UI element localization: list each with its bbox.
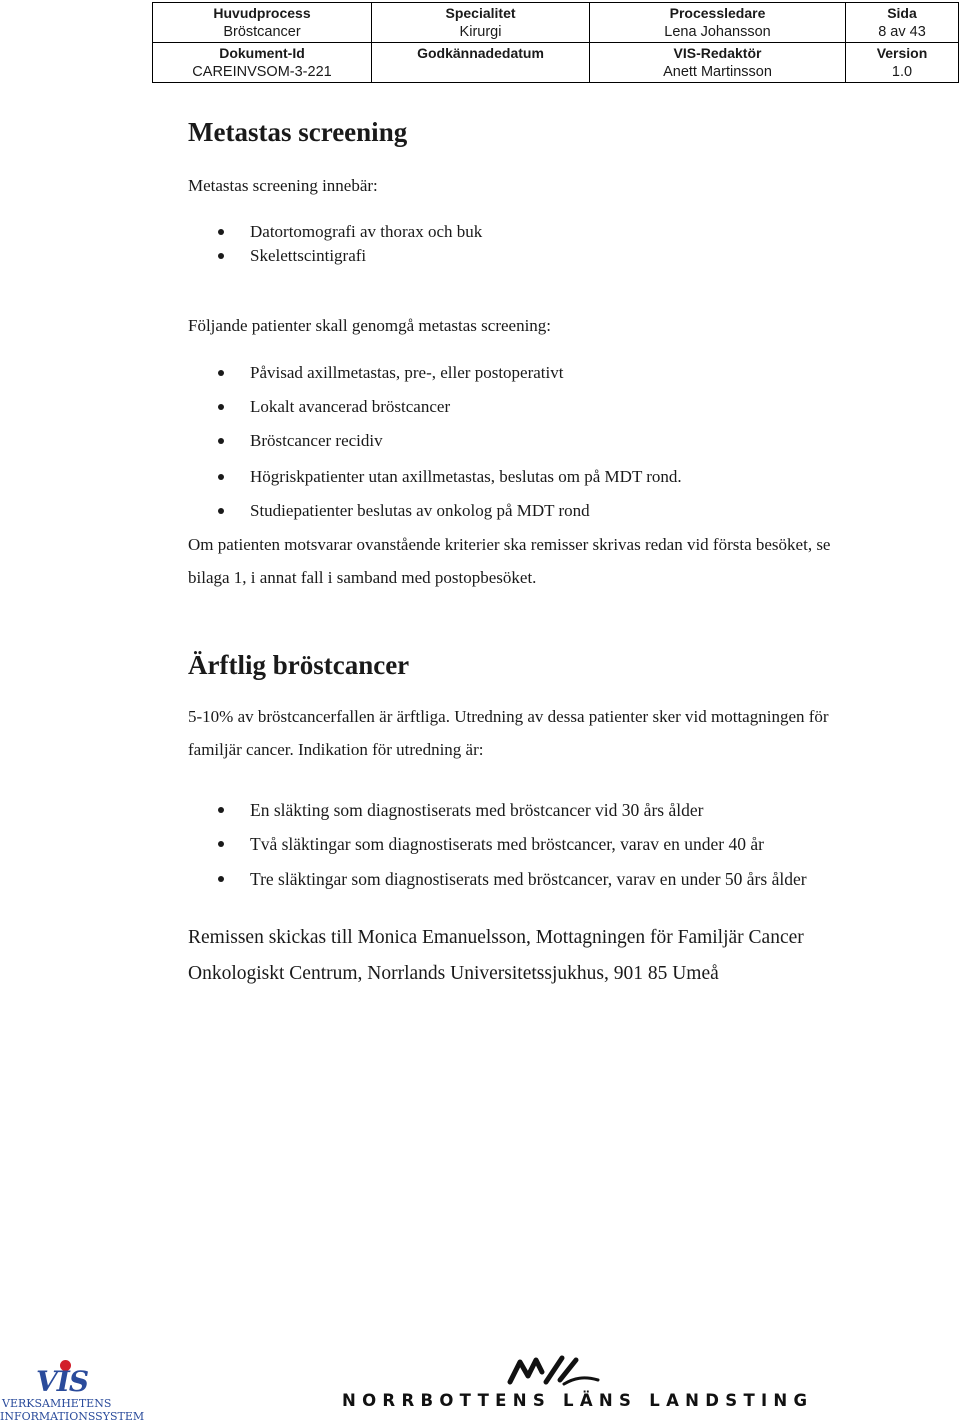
header-value: Lena Johansson bbox=[664, 24, 771, 40]
header-row-1 bbox=[153, 3, 959, 43]
bullet-icon bbox=[218, 474, 224, 480]
header-label: Processledare bbox=[669, 5, 766, 21]
header-cell-godkannadedatum bbox=[372, 43, 590, 83]
header-row-2 bbox=[153, 43, 959, 83]
list-item-text: Datortomografi av thorax och buk bbox=[250, 222, 483, 241]
header-value: 1.0 bbox=[891, 64, 913, 80]
header-cell-vis-redaktor bbox=[590, 43, 846, 83]
vis-logo-line-1: VERKSAMHETENS bbox=[2, 1397, 112, 1410]
hereditary-para-line-2: familjär cancer. Indikation för utredning är: bbox=[188, 740, 484, 759]
list-item-text: Högriskpatienter utan axillmetastas, beslutas om på MDT rond. bbox=[250, 467, 682, 486]
header-label: Godkännadedatum bbox=[417, 45, 544, 61]
header-value: Bröstcancer bbox=[223, 24, 301, 40]
header-label: Version bbox=[876, 45, 928, 61]
referral-line-1: Remissen skickas till Monica Emanuelsson, Mottagningen för Familjär Cancer bbox=[188, 927, 804, 948]
norrbotten-logo bbox=[340, 1352, 814, 1412]
bullet-icon bbox=[218, 404, 224, 410]
criteria-note-line-2: bilaga 1, i annat fall i samband med postopbesöket. bbox=[188, 568, 537, 587]
criteria-note-line-1: Om patienten motsvarar ovanstående kriterier ska remisser skrivas redan vid första besöket, se bbox=[188, 535, 831, 554]
list-item-text: Studiepatienter beslutas av onkolog på MDT rond bbox=[250, 501, 590, 520]
header-cell-version bbox=[846, 43, 959, 83]
norrbotten-logo-text: NORRBOTTENS LÄNS LANDSTING bbox=[342, 1391, 814, 1410]
referral-line-2: Onkologiskt Centrum, Norrlands Universitetssjukhus, 901 85 Umeå bbox=[188, 963, 719, 984]
list-item-text: Påvisad axillmetastas, pre-, eller postoperativt bbox=[250, 363, 564, 382]
bullet-icon bbox=[218, 438, 224, 444]
header-value: 8 av 43 bbox=[878, 24, 926, 40]
bullet-icon bbox=[218, 370, 224, 376]
document-header-table bbox=[152, 2, 959, 83]
header-label: VIS-Redaktör bbox=[673, 45, 762, 61]
section-intro: Metastas screening innebär: bbox=[188, 176, 378, 195]
list-item-text: Bröstcancer recidiv bbox=[250, 431, 383, 450]
norrbotten-emblem-icon bbox=[506, 1354, 606, 1388]
bullet-icon bbox=[218, 876, 224, 882]
list-item-text: Skelettscintigrafi bbox=[250, 246, 367, 265]
vis-logo-line-2: INFORMATIONSSYSTEM bbox=[0, 1410, 145, 1423]
header-label: Huvudprocess bbox=[213, 5, 311, 21]
header-cell-huvudprocess bbox=[153, 3, 372, 43]
bullet-icon bbox=[218, 229, 224, 235]
bullet-icon bbox=[218, 841, 224, 847]
list-item-text: Tre släktingar som diagnostiserats med bröstcancer, varav en under 50 års ålder bbox=[250, 869, 807, 889]
header-cell-processledare bbox=[590, 3, 846, 43]
header-cell-specialitet bbox=[372, 3, 590, 43]
header-label: Dokument-Id bbox=[219, 45, 305, 61]
list-item-text: En släkting som diagnostiserats med bröstcancer vid 30 års ålder bbox=[250, 800, 704, 820]
patients-intro: Följande patienter skall genomgå metastas screening: bbox=[188, 316, 552, 335]
header-value: Kirurgi bbox=[459, 24, 502, 40]
bullet-icon bbox=[218, 253, 224, 259]
list-item-text: Lokalt avancerad bröstcancer bbox=[250, 397, 451, 416]
header-value: Anett Martinsson bbox=[663, 64, 772, 80]
header-cell-sida bbox=[846, 3, 959, 43]
vis-logo-mark: VIS bbox=[36, 1365, 89, 1398]
section-heading-arftlig: Ärftlig bröstcancer bbox=[188, 650, 410, 680]
list-item-text: Två släktingar som diagnostiserats med bröstcancer, varav en under 40 år bbox=[250, 834, 764, 854]
bullet-icon bbox=[218, 508, 224, 514]
section-heading-metastas: Metastas screening bbox=[188, 117, 408, 147]
bullet-icon bbox=[218, 807, 224, 813]
header-label: Sida bbox=[887, 5, 917, 21]
header-value: CAREINVSOM-3-221 bbox=[192, 64, 332, 80]
header-label: Specialitet bbox=[445, 5, 516, 21]
vis-logo bbox=[0, 1356, 145, 1427]
header-cell-dokument-id bbox=[153, 43, 372, 83]
hereditary-para-line-1: 5-10% av bröstcancerfallen är ärftliga. Utredning av dessa patienter sker vid mottagningen för bbox=[188, 707, 829, 726]
